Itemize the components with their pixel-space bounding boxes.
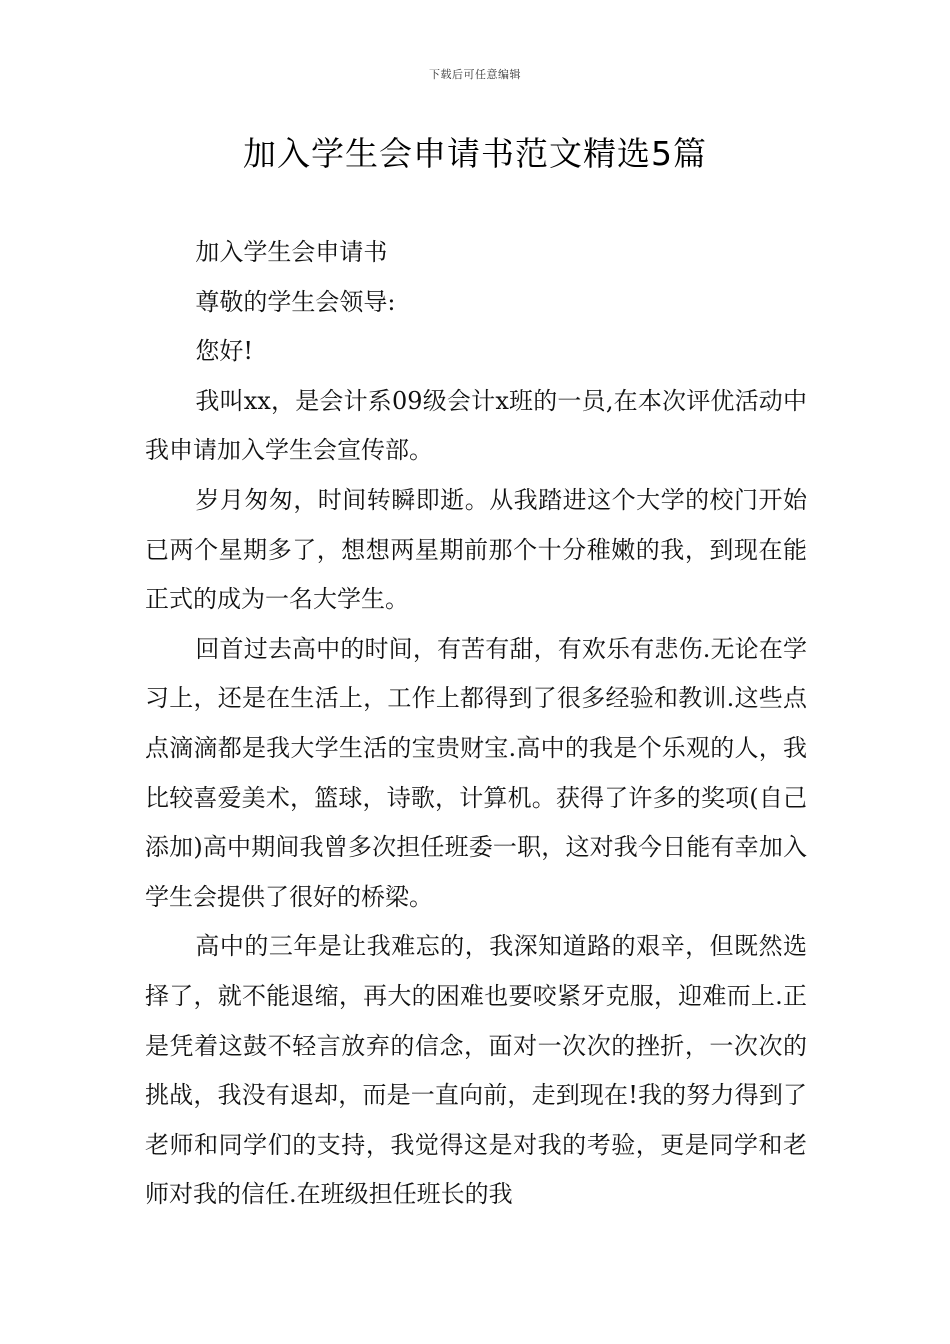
paragraph-body: 回首过去高中的时间，有苦有甜，有欢乐有悲伤.无论在学习上，还是在生活上，工作上都得到了很多经验和教训.这些点点滴滴都是我大学生活的宝贵财宝.高中的我是个乐观的人，我比较喜爱美术，篮球，诗歌，计算机。获得了许多的奖项(自己添加)高中期间我曾多次担任班委一职，这对我今日能有幸加入学生会提供了很好的桥梁。 (145, 634, 807, 911)
paragraph-salutation: 尊敬的学生会领导: (195, 287, 396, 316)
paragraph-body: 高中的三年是让我难忘的，我深知道路的艰辛，但既然选择了，就不能退缩，再大的困难也要咬紧牙克服，迎难而上.正是凭着这鼓不轻言放弃的信念，面对一次次的挫折，一次次的挑战，我没有退却，而是一直向前，走到现在!我的努力得到了老师和同学们的支持，我觉得这是对我的考验，更是同学和老师对我的信任.在班级担任班长的我 (145, 932, 807, 1209)
page-header-note: 下载后可任意编辑 (429, 68, 521, 81)
paragraph-greeting: 您好! (195, 337, 254, 366)
paragraph-heading: 加入学生会申请书 (195, 238, 388, 266)
document-body (145, 228, 807, 1220)
document-title: 加入学生会申请书范文精选5篇 (243, 134, 707, 173)
paragraph-body: 岁月匆匆，时间转瞬即逝。从我踏进这个大学的校门开始已两个星期多了，想想两星期前那个十分稚嫩的我，到现在能正式的成为一名大学生。 (145, 485, 807, 614)
paragraph-introduction: 我叫xx，是会计系09级会计x班的一员,在本次评优活动中我申请加入学生会宣传部。 (145, 386, 807, 465)
